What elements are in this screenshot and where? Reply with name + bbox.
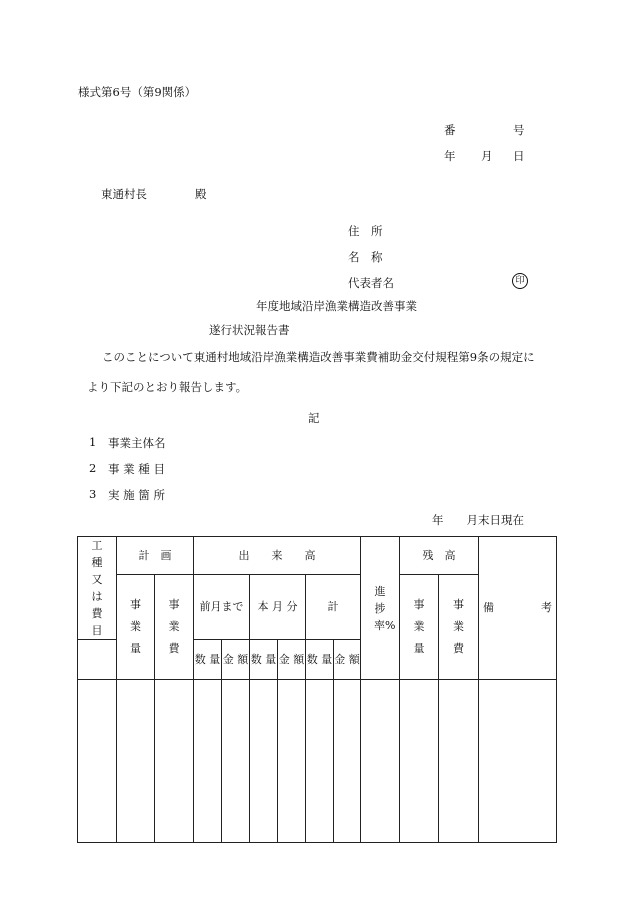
seal-mark: 印	[512, 273, 528, 289]
total-amount-header: 金 額	[334, 640, 361, 680]
plan-cost-header: 事業費	[155, 575, 194, 680]
data-cell	[306, 680, 334, 843]
this-month-header: 本 月 分	[250, 575, 306, 640]
total-qty-header: 数 量	[306, 640, 334, 680]
data-cell	[194, 680, 222, 843]
item-3-num: 3	[89, 487, 97, 501]
prev-month-header: 前月まで	[194, 575, 250, 640]
col-kind-header: 工種又は費目	[78, 537, 117, 640]
plan-qty-header: 事業量	[117, 575, 155, 680]
date-day: 日	[513, 149, 525, 163]
remain-header: 残 高	[400, 537, 479, 575]
title-line-1: 年度地域沿岸漁業構造改善事業	[256, 299, 417, 313]
item-1-label: 事業主体名	[108, 436, 166, 450]
this-qty-header: 数 量	[250, 640, 278, 680]
data-cell	[479, 680, 557, 843]
data-cell	[439, 680, 479, 843]
name-label: 名 称	[348, 250, 383, 264]
data-cell	[400, 680, 439, 843]
data-cell	[155, 680, 194, 843]
prev-amount-header: 金 額	[222, 640, 250, 680]
data-cell	[250, 680, 278, 843]
item-2-label: 事 業 種 目	[108, 462, 165, 476]
remain-cost-header: 事業費	[439, 575, 479, 680]
address-label: 住 所	[348, 224, 383, 238]
item-1-num: 1	[89, 435, 97, 449]
data-cell	[222, 680, 250, 843]
title-line-2: 遂行状況報告書	[209, 323, 290, 337]
data-cell	[334, 680, 361, 843]
plan-header: 計 画	[117, 537, 194, 575]
item-2-num: 2	[89, 461, 97, 475]
progress-report-table	[77, 536, 557, 843]
as-of-date: 年 月末日現在	[432, 513, 524, 527]
data-cell	[78, 680, 117, 843]
progress-header: 進捗率%	[361, 537, 400, 680]
number-label-2: 号	[513, 123, 525, 137]
item-3-label: 実 施 箇 所	[108, 488, 165, 502]
data-cell	[117, 680, 155, 843]
data-cell	[278, 680, 306, 843]
remain-qty-header: 事業量	[400, 575, 439, 680]
body-line-2: より下記のとおり報告します。	[87, 380, 248, 394]
col-kind-cont	[78, 640, 117, 680]
representative-label: 代表者名	[348, 276, 394, 290]
date-month: 月	[481, 149, 493, 163]
number-label-1: 番	[444, 123, 456, 137]
total-header: 計	[306, 575, 361, 640]
form-id: 様式第6号（第9関係）	[78, 85, 197, 99]
body-line-1: このことについて東通村地域沿岸漁業構造改善事業費補助金交付規程第9条の規定に	[102, 350, 535, 364]
addressee-honorific: 殿	[195, 187, 207, 201]
this-amount-header: 金 額	[278, 640, 306, 680]
addressee-name: 東通村長	[101, 187, 147, 201]
prev-qty-header: 数 量	[194, 640, 222, 680]
ki-label: 記	[308, 411, 320, 425]
data-cell	[361, 680, 400, 843]
date-year: 年	[444, 149, 456, 163]
remarks-header: 備 考	[479, 537, 557, 680]
done-header: 出 来 高	[194, 537, 361, 575]
